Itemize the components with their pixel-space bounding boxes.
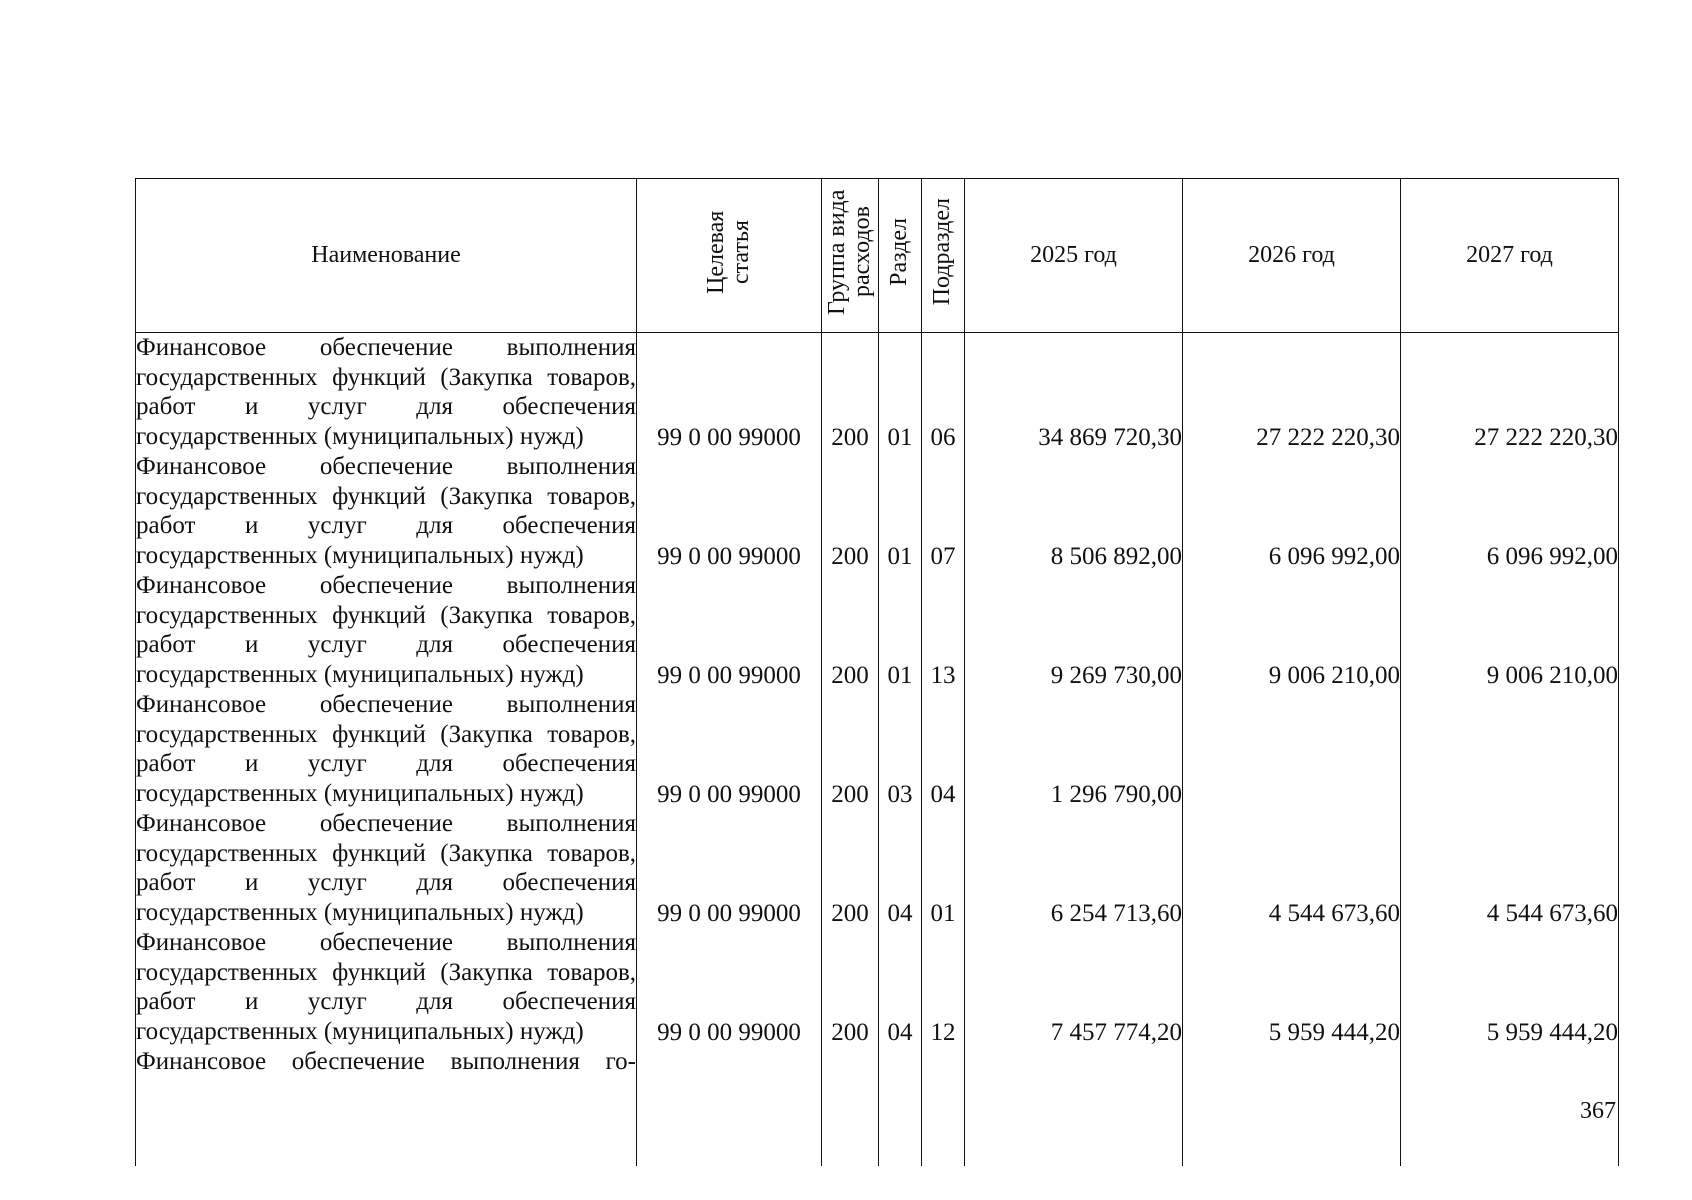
table-header-row bbox=[136, 179, 1619, 333]
row-section-cell: 04 bbox=[879, 809, 922, 928]
header-section: Раздел bbox=[879, 179, 922, 333]
row-target-article-cell bbox=[637, 1047, 822, 1166]
row-amount-2025-cell: 1 296 790,00 bbox=[965, 690, 1183, 809]
row-expense-group-cell: 200 bbox=[822, 690, 879, 809]
header-2025: 2025 год bbox=[965, 179, 1183, 333]
row-target-article-cell: 99 0 00 99000 bbox=[637, 333, 822, 453]
row-target-article-cell: 99 0 00 99000 bbox=[637, 809, 822, 928]
page-number: 367 bbox=[1580, 1098, 1616, 1124]
row-amount-2027-cell: 4 544 673,60 bbox=[1401, 809, 1619, 928]
row-amount-2025-cell bbox=[965, 1047, 1183, 1166]
row-amount-2027-cell: 5 959 444,20 bbox=[1401, 928, 1619, 1047]
row-amount-2026-cell: 9 006 210,00 bbox=[1183, 571, 1401, 690]
row-name-cell bbox=[136, 690, 637, 809]
row-subsection-cell: 04 bbox=[922, 690, 965, 809]
row-name-text: Финансовое обеспечение выполнения государственных функций (Закупка товаров, работ и услуг для обеспечения государственных (муниципальных) нужд) bbox=[136, 572, 636, 688]
row-amount-2026-cell: 4 544 673,60 bbox=[1183, 809, 1401, 928]
header-subsection: Подраздел bbox=[922, 179, 965, 333]
row-expense-group-cell: 200 bbox=[822, 928, 879, 1047]
row-target-article-cell: 99 0 00 99000 bbox=[637, 452, 822, 571]
row-amount-2027-cell: 6 096 992,00 bbox=[1401, 452, 1619, 571]
table-body bbox=[136, 333, 1619, 1167]
table-row bbox=[136, 809, 1619, 928]
header-2026: 2026 год bbox=[1183, 179, 1401, 333]
row-amount-2026-cell: 6 096 992,00 bbox=[1183, 452, 1401, 571]
row-amount-2027-cell: 9 006 210,00 bbox=[1401, 571, 1619, 690]
row-name-cell: Финансовое обеспечение выполнения го- bbox=[136, 1047, 637, 1166]
row-subsection-cell: 13 bbox=[922, 571, 965, 690]
row-amount-2027-cell: 27 222 220,30 bbox=[1401, 333, 1619, 453]
row-name-cell bbox=[136, 452, 637, 571]
row-amount-2025-cell: 9 269 730,00 bbox=[965, 571, 1183, 690]
row-target-article-cell: 99 0 00 99000 bbox=[637, 571, 822, 690]
header-2027: 2027 год bbox=[1401, 179, 1619, 333]
row-name-text: Финансовое обеспечение выполнения государственных функций (Закупка товаров, работ и услуг для обеспечения государственных (муниципальных) нужд) bbox=[136, 453, 636, 569]
row-expense-group-cell: 200 bbox=[822, 571, 879, 690]
row-target-article-cell: 99 0 00 99000 bbox=[637, 690, 822, 809]
table-row bbox=[136, 333, 1619, 453]
header-target-article: Целевая статья bbox=[637, 179, 822, 333]
row-subsection-cell: 01 bbox=[922, 809, 965, 928]
table-row bbox=[136, 571, 1619, 690]
table-row bbox=[136, 452, 1619, 571]
row-name-text: Финансовое обеспечение выполнения государственных функций (Закупка товаров, работ и услуг для обеспечения государственных (муниципальных) нужд) bbox=[136, 929, 636, 1045]
row-amount-2025-cell: 7 457 774,20 bbox=[965, 928, 1183, 1047]
table-row bbox=[136, 928, 1619, 1047]
row-subsection-cell: 06 bbox=[922, 333, 965, 453]
row-amount-2026-cell: 5 959 444,20 bbox=[1183, 928, 1401, 1047]
table-row bbox=[136, 690, 1619, 809]
row-amount-2026-cell bbox=[1183, 690, 1401, 809]
row-expense-group-cell: 200 bbox=[822, 333, 879, 453]
header-expense-group: Группа вида расходов bbox=[822, 179, 879, 333]
row-target-article-cell: 99 0 00 99000 bbox=[637, 928, 822, 1047]
row-amount-2026-cell: 27 222 220,30 bbox=[1183, 333, 1401, 453]
row-name-cell bbox=[136, 809, 637, 928]
row-section-cell: 01 bbox=[879, 571, 922, 690]
row-amount-2027-cell bbox=[1401, 690, 1619, 809]
row-amount-2026-cell bbox=[1183, 1047, 1401, 1166]
row-name-text: Финансовое обеспечение выполнения государственных функций (Закупка товаров, работ и услуг для обеспечения государственных (муниципальных) нужд) bbox=[136, 691, 636, 807]
row-section-cell: 03 bbox=[879, 690, 922, 809]
row-amount-2025-cell: 34 869 720,30 bbox=[965, 333, 1183, 453]
row-expense-group-cell: 200 bbox=[822, 809, 879, 928]
row-expense-group-cell bbox=[822, 1047, 879, 1166]
row-subsection-cell bbox=[922, 1047, 965, 1166]
row-expense-group-cell: 200 bbox=[822, 452, 879, 571]
row-name-text: Финансовое обеспечение выполнения государственных функций (Закупка товаров, работ и услуг для обеспечения государственных (муниципальных) нужд) bbox=[136, 810, 636, 926]
row-section-cell: 01 bbox=[879, 333, 922, 453]
row-section-cell: 04 bbox=[879, 928, 922, 1047]
row-name-text: Финансовое обеспечение выполнения государственных функций (Закупка товаров, работ и услуг для обеспечения государственных (муниципальных) нужд) bbox=[136, 334, 636, 450]
row-name-cell bbox=[136, 333, 637, 453]
row-name-cell bbox=[136, 928, 637, 1047]
budget-table bbox=[135, 178, 1619, 1166]
table-row-continued bbox=[136, 1047, 1619, 1166]
row-subsection-cell: 07 bbox=[922, 452, 965, 571]
row-subsection-cell: 12 bbox=[922, 928, 965, 1047]
row-name-cell bbox=[136, 571, 637, 690]
row-amount-2025-cell: 6 254 713,60 bbox=[965, 809, 1183, 928]
row-section-cell: 01 bbox=[879, 452, 922, 571]
row-amount-2025-cell: 8 506 892,00 bbox=[965, 452, 1183, 571]
header-name: Наименование bbox=[136, 179, 637, 333]
row-section-cell bbox=[879, 1047, 922, 1166]
